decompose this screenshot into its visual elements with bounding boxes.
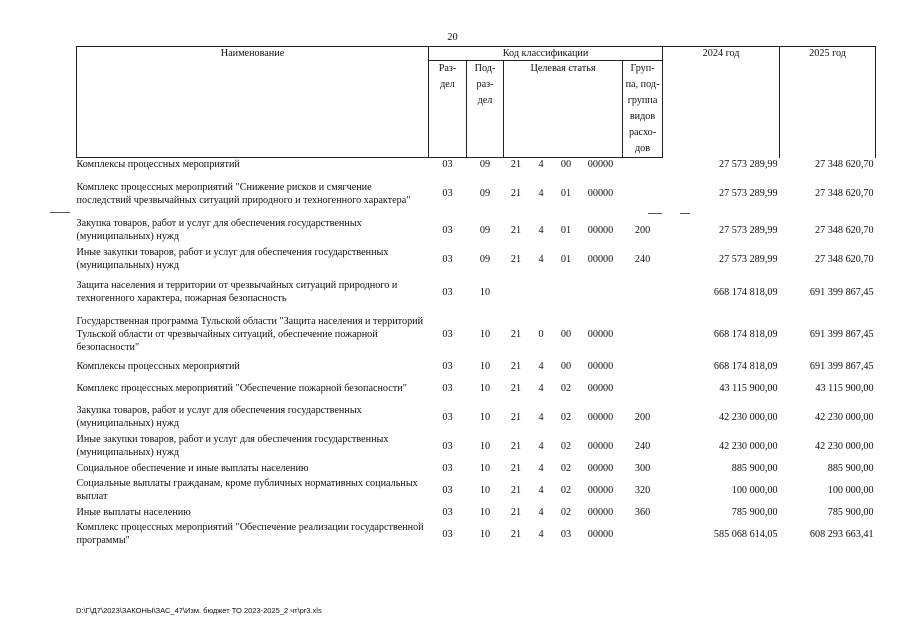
- cell-2024: 43 115 900,00: [719, 382, 778, 394]
- table-row: [77, 274, 876, 311]
- cell-2024: 585 068 614,05: [713, 528, 778, 540]
- cell-target-4: 00000: [587, 440, 614, 452]
- cell-2024: 27 573 289,99: [719, 253, 778, 265]
- cell-target-1: 21: [510, 506, 522, 518]
- cell-target-1: 21: [510, 382, 522, 394]
- cell-razdel: 03: [442, 329, 453, 340]
- budget-table: [76, 46, 876, 549]
- header-section-label: Раз- дел: [438, 63, 457, 90]
- cell-razdel: 03: [442, 253, 453, 265]
- cell-target-1: 21: [510, 360, 522, 372]
- cell-expense-type: [623, 359, 663, 374]
- scan-mark: [50, 212, 70, 213]
- header-expense-group-label: Груп- па, под- группа видов расхо- дов: [625, 63, 660, 154]
- cell-2024: 42 230 000,00: [719, 411, 778, 423]
- scan-mark: [648, 213, 662, 214]
- cell-expense-type: 240: [634, 253, 651, 265]
- cell-expense-type: [623, 172, 663, 216]
- table-row: [77, 158, 876, 172]
- page-number: 20: [447, 32, 458, 43]
- cell-target-4: 00000: [587, 462, 614, 474]
- cell-expense-type: 300: [634, 462, 651, 474]
- header-subsection-label: Под- раз- дел: [474, 63, 496, 106]
- cell-name: Комплексы процессных мероприятий: [76, 159, 240, 171]
- cell-target-3: 02: [560, 462, 572, 474]
- table-row: [77, 461, 876, 476]
- cell-podrazdel: 10: [479, 440, 491, 452]
- table-row: [77, 520, 876, 549]
- cell-target-1: 21: [510, 253, 522, 265]
- scan-mark: [680, 213, 690, 214]
- cell-podrazdel: 10: [479, 411, 491, 423]
- header-name: Наименование: [77, 47, 429, 158]
- cell-2024: 785 900,00: [731, 506, 778, 518]
- cell-target-2: 4: [538, 462, 544, 474]
- cell-2025: 27 348 620,70: [815, 188, 874, 199]
- cell-target-1: 21: [510, 159, 522, 171]
- cell-target-3: 02: [560, 506, 572, 518]
- cell-razdel: 03: [442, 506, 453, 518]
- cell-2024: 42 230 000,00: [719, 440, 778, 452]
- cell-target-2: 4: [538, 382, 544, 394]
- table-row: [77, 245, 876, 274]
- cell-target-2: 4: [538, 360, 544, 372]
- cell-expense-type: [623, 520, 663, 549]
- cell-target-3: 02: [560, 382, 572, 394]
- cell-expense-type: 200: [634, 224, 651, 236]
- cell-podrazdel: 10: [479, 528, 491, 540]
- cell-target-3: 02: [560, 411, 572, 423]
- cell-2025: 691 399 867,45: [809, 360, 874, 372]
- cell-name: Защита населения и территории от чрезвычайных ситуаций природного и техногенного характера, пожарная безопасность: [76, 280, 398, 304]
- cell-target-2: 4: [538, 188, 544, 199]
- cell-name: Иные закупки товаров, работ и услуг для обеспечения государственных (муниципальных) нужд: [76, 434, 389, 458]
- cell-2025: 27 348 620,70: [815, 159, 874, 170]
- cell-razdel: 03: [442, 286, 453, 298]
- cell-target-1: 21: [510, 440, 522, 452]
- cell-2025: 691 399 867,45: [809, 329, 874, 340]
- cell-target-4: 00000: [587, 382, 614, 394]
- cell-target-2: 0: [538, 329, 544, 340]
- cell-2024: 27 573 289,99: [719, 188, 778, 199]
- table-row: [77, 432, 876, 461]
- cell-expense-type: [623, 311, 663, 359]
- cell-expense-type: [623, 158, 663, 172]
- table-row: [77, 374, 876, 403]
- cell-podrazdel: 10: [479, 506, 491, 518]
- cell-name: Государственная программа Тульской области "Защита населения и территорий Тульской области от чрезвычайных ситуаций, обеспечение пожарной безопасности": [76, 316, 424, 353]
- cell-2024: 668 174 818,09: [713, 329, 778, 340]
- table-body: [77, 158, 876, 549]
- cell-expense-type: [623, 274, 663, 311]
- cell-target-3: 01: [560, 253, 572, 265]
- cell-podrazdel: 09: [479, 159, 491, 171]
- cell-target-4: 00000: [587, 224, 614, 236]
- cell-podrazdel: 09: [479, 188, 491, 199]
- table-row: [77, 403, 876, 432]
- cell-target-2: 4: [538, 506, 544, 518]
- cell-razdel: 03: [442, 382, 453, 394]
- cell-target-3: 02: [560, 440, 572, 452]
- table-row: [77, 216, 876, 245]
- cell-razdel: 03: [442, 411, 453, 423]
- cell-name: Комплекс процессных мероприятий "Снижение рисков и смягчение последствий чрезвычайных ситуаций природного и техногенного характера": [76, 181, 411, 206]
- cell-target-4: 00000: [587, 506, 614, 518]
- cell-target-3: [554, 274, 579, 311]
- cell-target-3: 00: [560, 329, 572, 340]
- cell-2025: 608 293 663,41: [809, 528, 874, 540]
- header-classification: Код классификации: [429, 47, 663, 61]
- cell-name: Закупка товаров, работ и услуг для обеспечения государственных (муниципальных) нужд: [76, 405, 362, 429]
- cell-target-4: 00000: [587, 360, 614, 372]
- cell-razdel: 03: [442, 440, 453, 452]
- cell-name: Социальное обеспечение и иные выплаты населению: [76, 462, 309, 474]
- cell-target-1: 21: [510, 329, 522, 340]
- cell-expense-type: [623, 374, 663, 403]
- cell-target-4: 00000: [587, 329, 614, 340]
- cell-razdel: 03: [442, 528, 453, 540]
- cell-podrazdel: 09: [479, 253, 491, 265]
- cell-2024: 668 174 818,09: [713, 360, 778, 372]
- cell-2025: 42 230 000,00: [815, 411, 874, 423]
- cell-expense-type: 200: [634, 411, 651, 423]
- cell-target-3: 00: [560, 360, 572, 372]
- cell-target-2: 4: [538, 411, 544, 423]
- cell-razdel: 03: [442, 159, 453, 171]
- header-subsection: [467, 61, 504, 158]
- cell-name: Иные выплаты населению: [76, 506, 191, 518]
- table-row: [77, 476, 876, 505]
- cell-2025: 27 348 620,70: [815, 253, 874, 265]
- cell-razdel: 03: [442, 188, 453, 199]
- cell-target-1: 21: [510, 528, 522, 540]
- cell-target-2: 4: [538, 159, 544, 171]
- cell-podrazdel: 10: [479, 286, 491, 298]
- cell-target-2: 4: [538, 484, 544, 496]
- cell-podrazdel: 10: [479, 360, 491, 372]
- cell-2024: 885 900,00: [731, 462, 778, 474]
- cell-2025: 43 115 900,00: [815, 382, 874, 394]
- cell-target-2: 4: [538, 224, 544, 236]
- cell-podrazdel: 09: [479, 224, 491, 236]
- cell-target-2: 4: [538, 528, 544, 540]
- cell-expense-type: 240: [634, 440, 651, 452]
- cell-2024: 100 000,00: [731, 484, 778, 496]
- cell-2025: 42 230 000,00: [815, 440, 874, 452]
- cell-target-4: 00000: [587, 188, 614, 199]
- header-year-2025: 2025 год: [780, 47, 876, 158]
- cell-2025: 785 900,00: [827, 506, 874, 518]
- cell-target-3: 01: [560, 224, 572, 236]
- cell-target-4: 00000: [587, 528, 614, 540]
- cell-podrazdel: 10: [479, 382, 491, 394]
- cell-2024: 27 573 289,99: [719, 224, 778, 236]
- cell-name: Социальные выплаты гражданам, кроме публичных нормативных социальных выплат: [76, 478, 418, 502]
- cell-2024: 27 573 289,99: [719, 159, 778, 170]
- cell-target-3: 01: [560, 188, 572, 199]
- cell-target-2: 4: [538, 253, 544, 265]
- cell-target-3: 03: [560, 528, 572, 540]
- cell-target-1: 21: [510, 484, 522, 496]
- cell-target-4: 00000: [587, 253, 614, 265]
- cell-target-1: 21: [510, 188, 522, 199]
- cell-name: Комплекс процессных мероприятий "Обеспечение пожарной безопасности": [76, 382, 407, 394]
- header-expense-group: [623, 61, 663, 158]
- cell-target-2: [529, 274, 554, 311]
- cell-2025: 691 399 867,45: [809, 286, 874, 298]
- table-row: [77, 172, 876, 216]
- header-target-article: [504, 61, 623, 158]
- table-row: [77, 505, 876, 520]
- cell-name: Комплекс процессных мероприятий "Обеспечение реализации государственной программы": [76, 522, 424, 546]
- cell-2025: 885 900,00: [827, 462, 874, 474]
- cell-name: Комплексы процессных мероприятий: [76, 360, 240, 372]
- cell-2024: 668 174 818,09: [713, 286, 778, 298]
- cell-target-3: 00: [560, 159, 572, 171]
- table-row: [77, 311, 876, 359]
- cell-2025: 27 348 620,70: [815, 224, 874, 236]
- cell-2025: 100 000,00: [827, 484, 874, 496]
- header-section: [429, 61, 467, 158]
- table-row: [77, 359, 876, 374]
- cell-target-3: 02: [560, 484, 572, 496]
- cell-target-2: 4: [538, 440, 544, 452]
- cell-target-1: 21: [510, 462, 522, 474]
- file-path: D:\Г\Д7\2023\ЗАКОНЫ\ЗАС_47\Изм. бюджет ТО 2023-2025_2 чт\pr3.xls: [76, 606, 322, 615]
- cell-target-4: 00000: [587, 411, 614, 423]
- cell-target-1: 21: [510, 224, 522, 236]
- cell-name: Закупка товаров, работ и услуг для обеспечения государственных (муниципальных) нужд: [76, 218, 362, 242]
- cell-razdel: 03: [442, 462, 453, 474]
- cell-target-4: [579, 274, 623, 311]
- cell-target-4: 00000: [587, 484, 614, 496]
- header-year-2024: 2024 год: [663, 47, 780, 158]
- cell-podrazdel: 10: [479, 329, 491, 340]
- header-target-article-label: Целевая статья: [530, 63, 596, 74]
- cell-expense-type: 360: [634, 506, 651, 518]
- cell-target-1: [504, 274, 529, 311]
- cell-razdel: 03: [442, 224, 453, 236]
- cell-expense-type: 320: [634, 484, 651, 496]
- cell-razdel: 03: [442, 360, 453, 372]
- cell-podrazdel: 10: [479, 484, 491, 496]
- cell-razdel: 03: [442, 484, 453, 496]
- cell-target-1: 21: [510, 411, 522, 423]
- cell-name: Иные закупки товаров, работ и услуг для обеспечения государственных (муниципальных) нужд: [76, 247, 389, 271]
- cell-target-4: 00000: [587, 159, 614, 171]
- cell-podrazdel: 10: [479, 462, 491, 474]
